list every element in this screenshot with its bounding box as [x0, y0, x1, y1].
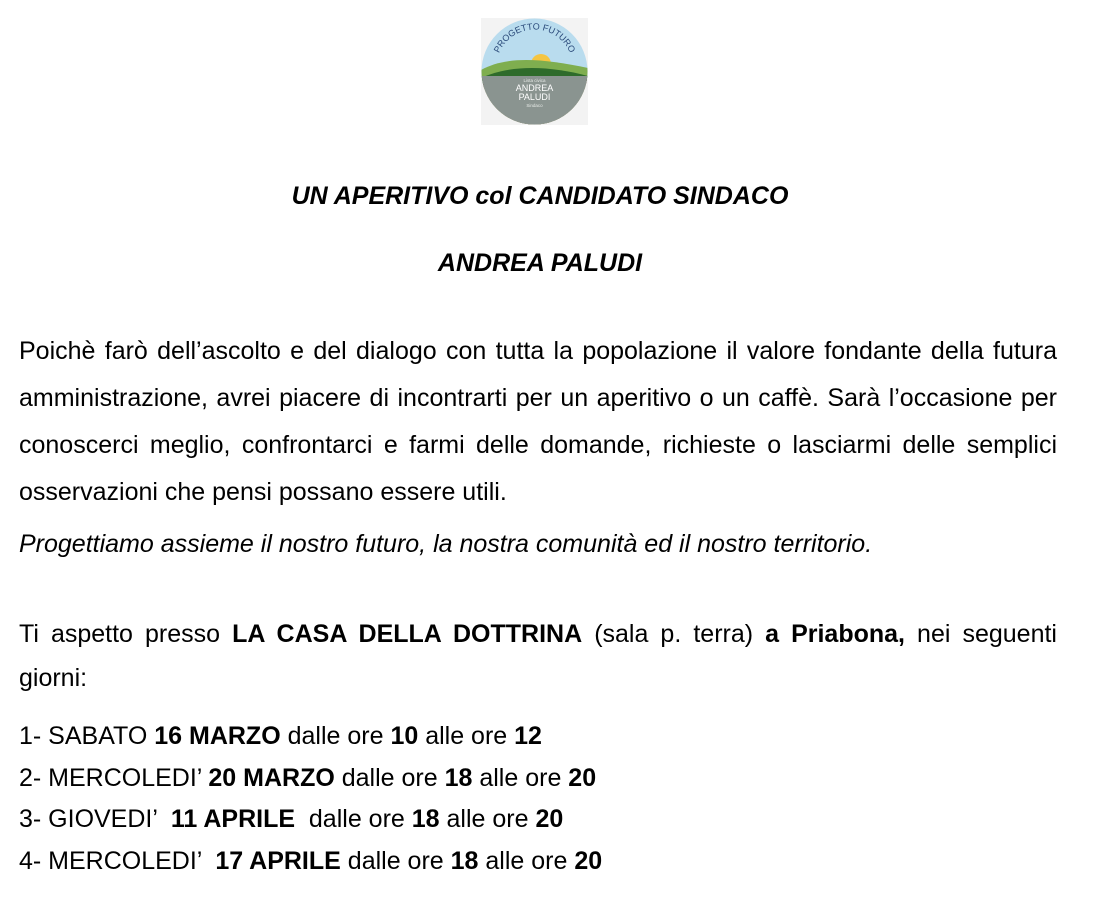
- schedule-date: 11 APRILE: [170, 805, 296, 833]
- logo-name-line1: ANDREA: [515, 83, 554, 93]
- schedule-prefix: 3- GIOVEDI’: [19, 805, 171, 833]
- schedule-list: [19, 716, 602, 882]
- schedule-end-hour: 12: [514, 722, 542, 750]
- schedule-mid-to: alle ore: [472, 763, 569, 792]
- schedule-end-hour: 20: [568, 763, 597, 792]
- campaign-logo-graphic: [481, 18, 588, 125]
- schedule-start-hour: 18: [411, 805, 440, 833]
- schedule-prefix: 1- SABATO: [19, 722, 155, 750]
- venue-town: a Priabona,: [765, 620, 905, 648]
- schedule-item: [19, 716, 602, 758]
- schedule-date: 16 MARZO: [154, 722, 281, 750]
- logo-role: Sindaco: [526, 103, 543, 108]
- schedule-item: [19, 841, 602, 883]
- schedule-start-hour: 18: [450, 846, 479, 875]
- schedule-item: [19, 799, 602, 841]
- schedule-item: [19, 758, 602, 800]
- schedule-mid-to: alle ore: [418, 722, 515, 750]
- campaign-logo: [481, 18, 588, 125]
- schedule-mid-from: dalle ore: [334, 763, 445, 792]
- schedule-end-hour: 20: [574, 846, 603, 875]
- heading-line2: ANDREA PALUDI: [437, 249, 643, 277]
- schedule-prefix: 2- MERCOLEDI’: [19, 763, 209, 792]
- logo-small-text: Lista civica: [523, 78, 546, 83]
- schedule-mid-from: dalle ore: [280, 722, 391, 750]
- schedule-mid-to: alle ore: [439, 805, 536, 833]
- schedule-prefix: 4- MERCOLEDI’: [19, 846, 216, 875]
- schedule-date: 20 MARZO: [208, 763, 335, 792]
- schedule-start-hour: 18: [444, 763, 473, 792]
- heading-line1: UN APERITIVO col CANDIDATO SINDACO: [291, 182, 789, 210]
- venue-paragraph: [19, 612, 1057, 700]
- schedule-mid-from: dalle ore: [340, 846, 451, 875]
- venue-intro: Ti aspetto presso: [19, 620, 233, 648]
- schedule-start-hour: 10: [390, 722, 419, 750]
- schedule-mid-from: dalle ore: [295, 805, 412, 833]
- schedule-mid-to: alle ore: [478, 846, 575, 875]
- intro-paragraph: Poichè farò dell’ascolto e del dialogo con tutta la popolazione il valore fondante della futura amministrazione, avrei piacere di incontrarti per un aperitivo o un caffè. Sarà l’occasione per conoscerci meglio, confrontarci e farmi delle domande, richieste o lasciarmi delle semplici osservazioni che pensi possano essere utili.: [19, 337, 1057, 506]
- logo-arc-text: PROGETTO FUTURO: [491, 21, 578, 55]
- venue-place: LA CASA DELLA DOTTRINA: [232, 620, 583, 648]
- motto-paragraph: Progettiamo assieme il nostro futuro, la nostra comunità ed il nostro territorio.: [19, 530, 873, 558]
- schedule-date: 17 APRILE: [215, 846, 341, 875]
- venue-rest: nei seguenti giorni:: [19, 620, 1057, 692]
- venue-room: (sala p. terra): [582, 620, 766, 648]
- schedule-end-hour: 20: [535, 805, 564, 833]
- logo-name-line2: PALUDI: [518, 92, 551, 102]
